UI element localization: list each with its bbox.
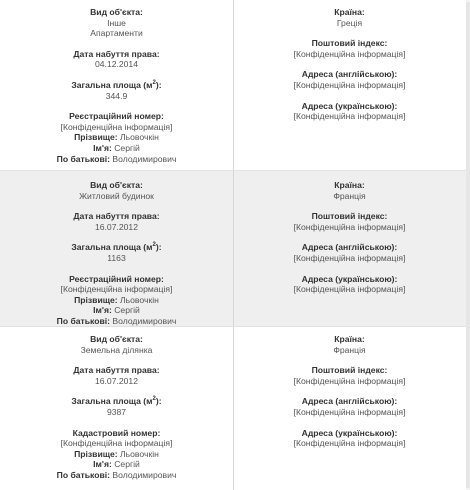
country-field bbox=[233, 180, 466, 201]
vertical-scrollbar[interactable] bbox=[466, 0, 470, 490]
acquisition-date-label: Дата набуття права: bbox=[73, 48, 160, 59]
postal-code-label: Поштовий індекс: bbox=[311, 211, 388, 222]
total-area-field bbox=[0, 396, 233, 417]
country-label: Країна: bbox=[334, 7, 365, 17]
postal-code-value: [Конфіденційна інформація] bbox=[293, 375, 406, 386]
registration-number-field bbox=[0, 274, 233, 327]
address-uk-label: Адреса (українською): bbox=[301, 273, 398, 284]
registration-number-field bbox=[0, 111, 233, 164]
country-field bbox=[233, 334, 466, 355]
total-area-value: 1163 bbox=[107, 252, 126, 263]
address-en-field bbox=[233, 396, 466, 417]
first-name-value: Сергій bbox=[114, 459, 140, 470]
address-uk-value: [Конфіденційна інформація] bbox=[293, 284, 406, 295]
property-details bbox=[0, 0, 233, 170]
registration-number-label: Реєстраційний номер: bbox=[69, 111, 164, 122]
address-uk-label: Адреса (українською): bbox=[301, 100, 398, 111]
total-area-field bbox=[0, 80, 233, 101]
acquisition-date-label: Дата набуття права: bbox=[73, 365, 160, 376]
property-record bbox=[0, 0, 466, 170]
first-name-line: Ім'я: Сергій bbox=[93, 142, 140, 153]
property-details bbox=[0, 171, 233, 326]
postal-code-value: [Конфіденційна інформація] bbox=[293, 221, 406, 232]
object-type-label: Вид об'єкта: bbox=[90, 334, 143, 344]
surname-value: Льовочкін bbox=[120, 132, 159, 143]
property-record bbox=[0, 326, 466, 490]
address-en-label: Адреса (англійською): bbox=[301, 396, 398, 407]
object-type-field bbox=[0, 334, 233, 355]
property-details bbox=[0, 327, 233, 490]
surname-value: Льовочкін bbox=[120, 294, 159, 305]
postal-code-field bbox=[233, 211, 466, 232]
postal-code-field bbox=[233, 38, 466, 59]
object-type-label: Вид об'єкта: bbox=[90, 7, 143, 17]
postal-code-label: Поштовий індекс: bbox=[311, 365, 388, 376]
acquisition-date-label: Дата набуття права: bbox=[73, 211, 160, 222]
patronymic-line: По батькові: Володимирович bbox=[56, 469, 177, 480]
first-name-value: Сергій bbox=[114, 142, 140, 153]
acquisition-date-field bbox=[0, 211, 233, 232]
total-area-field bbox=[0, 242, 233, 263]
patronymic-line: По батькові: Володимирович bbox=[56, 153, 177, 164]
object-type-value: Інше bbox=[107, 17, 126, 28]
postal-code-label: Поштовий індекс: bbox=[311, 38, 388, 49]
object-type-label: Вид об'єкта: bbox=[90, 180, 143, 190]
object-type-subvalue: Апартаменти bbox=[90, 28, 143, 39]
country-value: Франція bbox=[333, 190, 366, 201]
address-uk-field bbox=[233, 101, 466, 122]
surname-line: Прізвище: Льовочкін bbox=[74, 132, 159, 143]
property-record bbox=[0, 170, 466, 326]
object-type-value: Земельна ділянка bbox=[80, 344, 153, 355]
first-name-line: Ім'я: Сергій bbox=[93, 305, 140, 316]
address-en-value: [Конфіденційна інформація] bbox=[293, 252, 406, 263]
first-name-line: Ім'я: Сергій bbox=[93, 459, 140, 470]
patronymic-value: Володимирович bbox=[112, 315, 177, 326]
surname-line: Прізвище: Льовочкін bbox=[74, 448, 159, 459]
country-label: Країна: bbox=[334, 334, 365, 344]
address-en-field bbox=[233, 69, 466, 90]
address-en-value: [Конфіденційна інформація] bbox=[293, 406, 406, 417]
acquisition-date-value: 16.07.2012 bbox=[94, 375, 138, 386]
patronymic-line: По батькові: Володимирович bbox=[56, 315, 177, 326]
acquisition-date-field bbox=[0, 365, 233, 386]
total-area-label: Загальна площа $(м^2)$: bbox=[71, 242, 162, 253]
postal-code-value: [Конфіденційна інформація] bbox=[293, 48, 406, 59]
total-area-value: 344.9 bbox=[105, 90, 128, 101]
registration-number-label: Реєстраційний номер: bbox=[69, 273, 164, 284]
address-uk-field bbox=[233, 274, 466, 295]
scrollbar-thumb[interactable] bbox=[466, 2, 470, 488]
object-type-field bbox=[0, 180, 233, 201]
total-area-label: Загальна площа $(м^2)$: bbox=[71, 396, 162, 407]
surname-value: Льовочкін bbox=[120, 448, 159, 459]
address-uk-value: [Конфіденційна інформація] bbox=[293, 438, 406, 449]
first-name-value: Сергій bbox=[114, 305, 140, 316]
cadastral-number-value: [Конфіденційна інформація] bbox=[60, 438, 173, 449]
country-label: Країна: bbox=[334, 180, 365, 190]
address-uk-label: Адреса (українською): bbox=[301, 427, 398, 438]
country-value: Франція bbox=[333, 344, 366, 355]
country-field bbox=[233, 7, 466, 28]
total-area-label: Загальна площа $(м^2)$: bbox=[71, 79, 162, 90]
address-en-label: Адреса (англійською): bbox=[301, 69, 398, 80]
acquisition-date-value: 16.07.2012 bbox=[94, 221, 138, 232]
object-type-field bbox=[0, 7, 233, 39]
country-value: Греція bbox=[336, 17, 363, 28]
cadastral-number-field bbox=[0, 428, 233, 481]
surname-line: Прізвище: Льовочкін bbox=[74, 294, 159, 305]
registration-number-value: [Конфіденційна інформація] bbox=[60, 121, 173, 132]
patronymic-value: Володимирович bbox=[112, 469, 177, 480]
address-en-field bbox=[233, 242, 466, 263]
registration-number-value: [Конфіденційна інформація] bbox=[60, 284, 173, 295]
object-type-value: Житловий будинок bbox=[79, 190, 154, 201]
property-location bbox=[233, 327, 466, 490]
acquisition-date-field bbox=[0, 49, 233, 70]
postal-code-field bbox=[233, 365, 466, 386]
acquisition-date-value: 04.12.2014 bbox=[94, 59, 138, 70]
cadastral-number-label: Кадастровий номер: bbox=[72, 427, 161, 438]
address-en-value: [Конфіденційна інформація] bbox=[293, 79, 406, 90]
property-location bbox=[233, 0, 466, 170]
address-en-label: Адреса (англійською): bbox=[301, 242, 398, 253]
property-location bbox=[233, 171, 466, 326]
total-area-value: 9387 bbox=[106, 406, 127, 417]
address-uk-value: [Конфіденційна інформація] bbox=[293, 111, 406, 122]
address-uk-field bbox=[233, 428, 466, 449]
patronymic-value: Володимирович bbox=[112, 153, 177, 164]
